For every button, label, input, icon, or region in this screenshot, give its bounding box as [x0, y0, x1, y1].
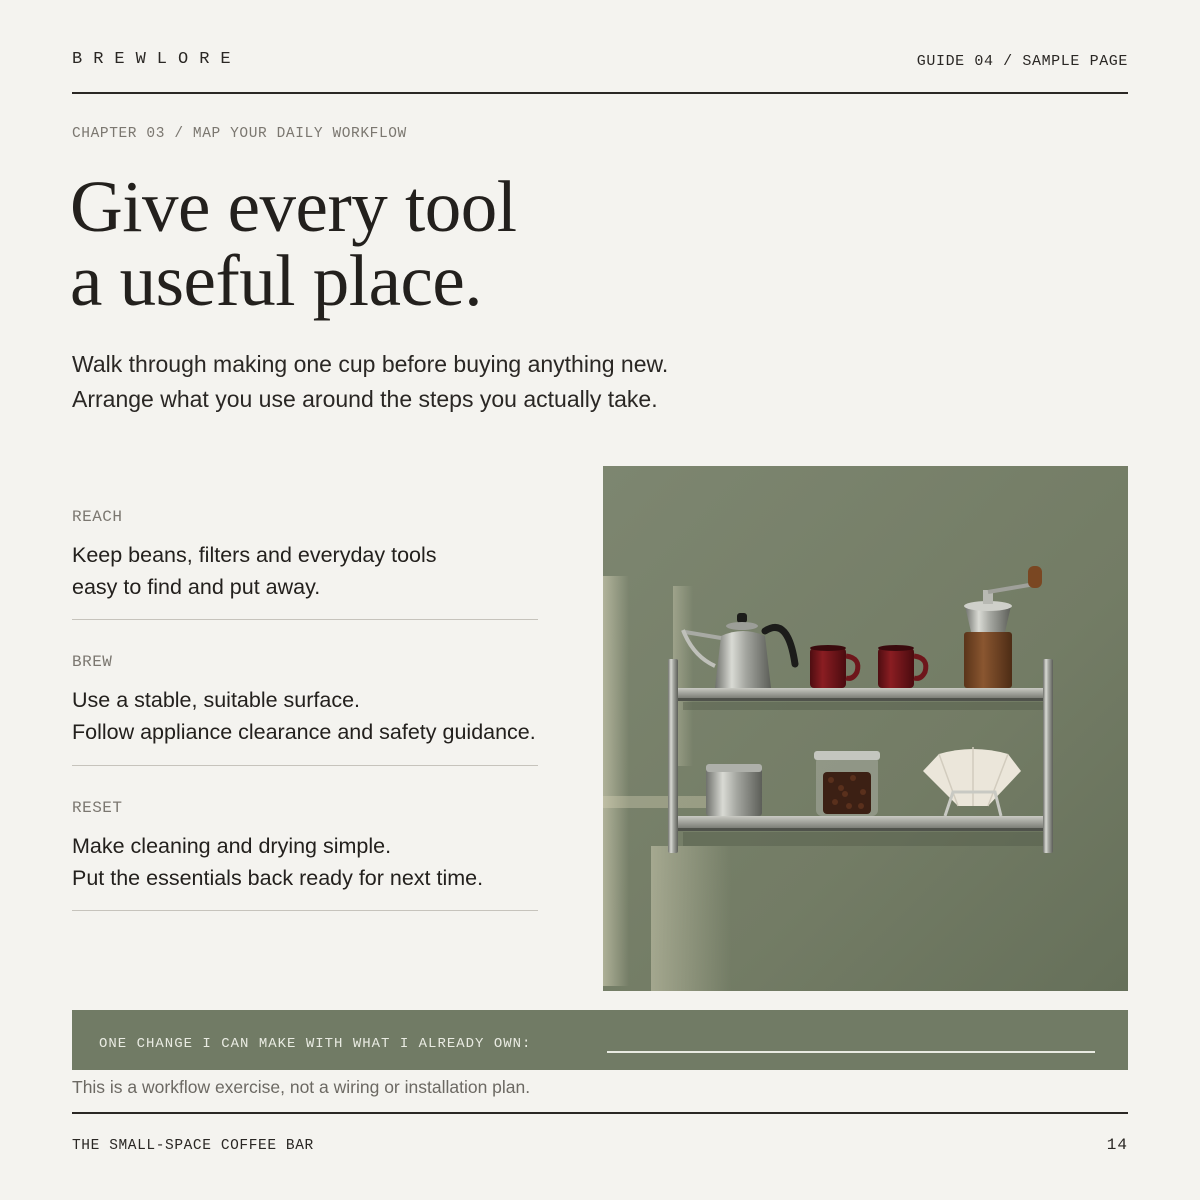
- intro-line-2: Arrange what you use around the steps you actually take.: [72, 386, 658, 412]
- footer-book-title: THE SMALL-SPACE COFFEE BAR: [72, 1138, 314, 1154]
- step-text-line: Make cleaning and drying simple.: [72, 833, 392, 858]
- action-prompt-band: [72, 1010, 1128, 1070]
- step-text: [72, 539, 437, 603]
- coffee-shelf-photo: [603, 466, 1128, 991]
- page-title-line-2: a useful place.: [70, 240, 483, 321]
- step-reset: [72, 766, 538, 912]
- step-brew: [72, 620, 538, 766]
- page-number: 14: [1106, 1136, 1128, 1154]
- step-text-line: Put the essentials back ready for next time.: [72, 865, 484, 890]
- header-divider: [72, 92, 1128, 94]
- footer-divider: [72, 1112, 1128, 1114]
- step-text-line: easy to find and put away.: [72, 575, 321, 599]
- step-reach: [72, 500, 538, 620]
- coffee-shelf-illustration: [603, 466, 1128, 991]
- disclaimer-note: This is a workflow exercise, not a wiring or installation plan.: [72, 1077, 531, 1097]
- intro-line-1: Walk through making one cup before buying anything new.: [72, 351, 669, 377]
- page-title: [70, 166, 517, 321]
- intro-paragraph: [72, 347, 668, 417]
- step-label: RESET: [72, 798, 123, 817]
- action-prompt-label: ONE CHANGE I CAN MAKE WITH WHAT I ALREADY OWN:: [99, 1036, 532, 1052]
- write-in-line[interactable]: [607, 1051, 1095, 1053]
- step-text: [72, 830, 483, 894]
- step-text-line: Use a stable, suitable surface.: [72, 688, 361, 712]
- step-label: REACH: [72, 508, 123, 526]
- guide-label: GUIDE 04 / SAMPLE PAGE: [916, 53, 1128, 70]
- step-label: BREW: [72, 653, 113, 671]
- chapter-label: CHAPTER 03 / MAP YOUR DAILY WORKFLOW: [72, 126, 407, 142]
- step-text-line: Keep beans, filters and everyday tools: [72, 543, 437, 567]
- brand-wordmark: BREWLORE: [72, 50, 242, 69]
- step-text-line: Follow appliance clearance and safety guidance.: [72, 720, 536, 744]
- step-text: [72, 684, 536, 748]
- workflow-steps: [72, 500, 538, 911]
- page-title-line-1: Give every tool: [70, 166, 517, 247]
